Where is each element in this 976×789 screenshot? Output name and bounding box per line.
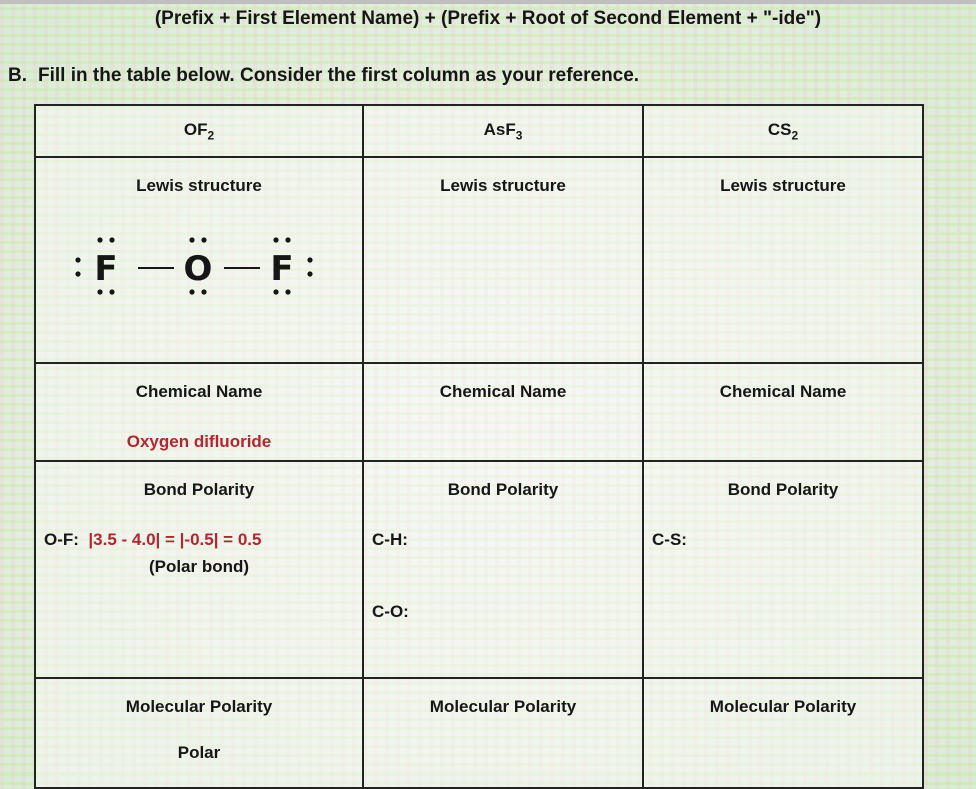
name-answer-of2: Oxygen difluoride bbox=[126, 432, 272, 451]
atom-o: O bbox=[183, 249, 213, 289]
lewis-title: Lewis structure bbox=[136, 176, 262, 195]
name-cell-asf3 bbox=[363, 363, 643, 461]
bond-cs-label: C-S: bbox=[652, 530, 687, 549]
header-of2: $OF_2$ bbox=[35, 105, 363, 157]
molecular-polarity-row bbox=[35, 678, 923, 788]
name-title: Chemical Name bbox=[439, 382, 567, 401]
mol-answer-of2: Polar bbox=[177, 743, 221, 762]
bond-of-result: (Polar bond) bbox=[148, 557, 250, 576]
name-title: Chemical Name bbox=[135, 382, 263, 401]
instruction-letter: B. bbox=[8, 65, 27, 86]
mol-title: Molecular Polarity bbox=[125, 697, 273, 716]
lewis-row bbox=[35, 157, 923, 363]
bond-of-line bbox=[44, 530, 261, 550]
header-row bbox=[35, 105, 923, 157]
mol-cell-of2 bbox=[35, 678, 363, 788]
header-cs2: $CS_2$ bbox=[643, 105, 923, 157]
bond-title: Bond Polarity bbox=[447, 480, 559, 499]
bond-of-calc: |3.5 - 4.0| = |-0.5| = 0.5 bbox=[88, 530, 262, 549]
mol-cell-cs2 bbox=[643, 678, 923, 788]
mol-title: Molecular Polarity bbox=[709, 697, 857, 716]
header-asf3: AsF$_3$ bbox=[363, 105, 643, 157]
lewis-title: Lewis structure bbox=[440, 176, 566, 195]
top-border-line bbox=[0, 0, 976, 4]
instruction-text: Fill in the table below. Consider the first column as your reference. bbox=[38, 65, 640, 86]
name-cell-cs2 bbox=[643, 363, 923, 461]
atom-f-left: F bbox=[94, 249, 118, 289]
bond-title: Bond Polarity bbox=[143, 480, 255, 499]
lewis-title: Lewis structure bbox=[720, 176, 846, 195]
bond-cell-asf3 bbox=[363, 461, 643, 678]
mol-title: Molecular Polarity bbox=[429, 697, 577, 716]
chemical-name-row bbox=[35, 363, 923, 461]
bond-cell-cs2 bbox=[643, 461, 923, 678]
lewis-structure-of2 bbox=[54, 230, 344, 300]
atom-f-right: F bbox=[270, 249, 294, 289]
instruction-line bbox=[8, 65, 639, 87]
compound-table bbox=[34, 104, 924, 789]
bond-cell-of2 bbox=[35, 461, 363, 678]
name-cell-of2 bbox=[35, 363, 363, 461]
naming-rule-heading: (Prefix + First Element Name) + (Prefix + Root of Second Element + "-ide") bbox=[154, 8, 822, 29]
lewis-cell-of2 bbox=[35, 157, 363, 363]
bond-of-label: O-F: bbox=[44, 530, 79, 549]
name-title: Chemical Name bbox=[719, 382, 847, 401]
bond-polarity-row bbox=[35, 461, 923, 678]
bond-co-label: C-O: bbox=[372, 602, 409, 621]
lewis-cell-asf3 bbox=[363, 157, 643, 363]
bond-title: Bond Polarity bbox=[727, 480, 839, 499]
mol-cell-asf3 bbox=[363, 678, 643, 788]
lewis-cell-cs2 bbox=[643, 157, 923, 363]
bond-ch-label: C-H: bbox=[372, 530, 408, 549]
